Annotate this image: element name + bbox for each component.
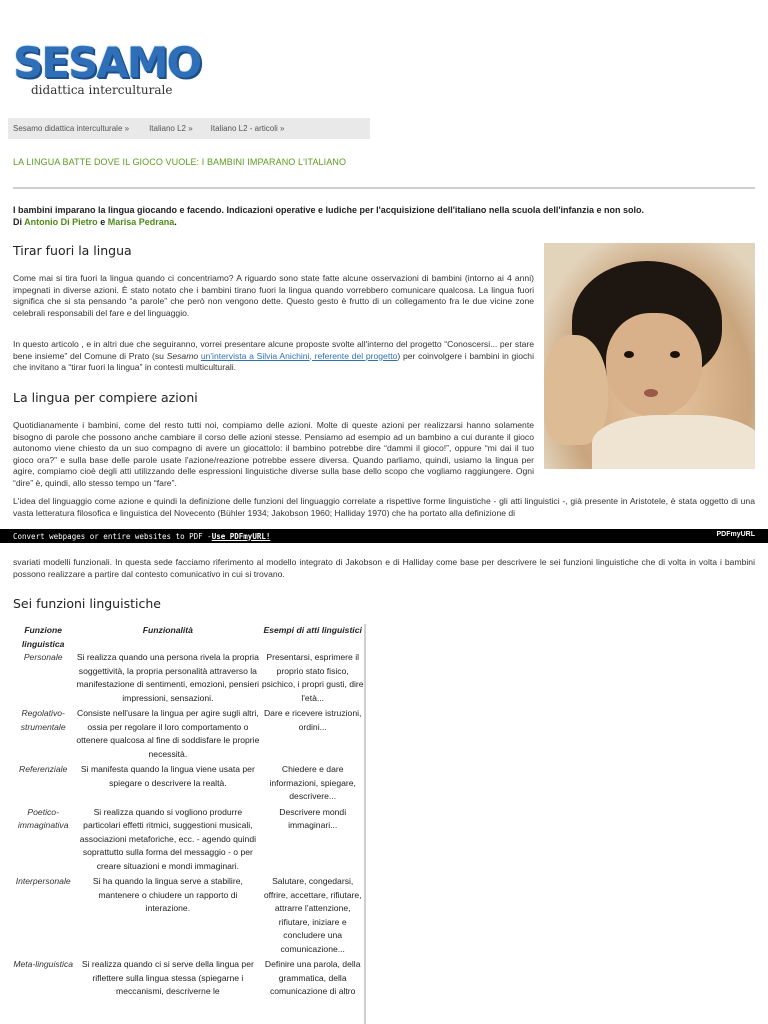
cell-funzione: Meta-linguistica: [13, 959, 74, 969]
breadcrumb-link-articoli[interactable]: Italiano L2 - articoli »: [210, 124, 285, 133]
table-row: [11, 806, 365, 876]
author-link-1[interactable]: Antonio Di Pietro: [24, 217, 98, 227]
breadcrumb-link-italiano-l2[interactable]: Italiano L2 »: [149, 124, 193, 133]
table-row: [11, 707, 365, 763]
title-divider: [13, 187, 755, 189]
col-header-funzione: Funzione linguistica: [21, 625, 65, 649]
pdfmyurl-logo[interactable]: PDFmyURL: [716, 531, 755, 538]
table-row: [11, 651, 365, 707]
table-header-row: [11, 624, 365, 651]
article-title: LA LINGUA BATTE DOVE IL GIOCO VUOLE: I BAMBINI IMPARANO L'ITALIANO: [13, 157, 347, 167]
cell-funzione: Poetico-immaginativa: [17, 806, 69, 830]
cell-funzionalita: Si manifesta quando la lingua viene usata per spiegare o descrivere la realtà.: [80, 764, 255, 788]
cell-esempi: Salutare, congedarsi, offrire, accettare, rifiutare, attrarre l'attenzione, rifiutare, iniziare e concludere una comunicazione...: [263, 876, 362, 954]
paragraph-s2-2: L'idea del linguaggio come azione e quindi la definizione delle funzioni del linguaggio correlate a rispettive forme linguistiche - gli atti linguistici -, già presente in Aristotele, è stata oggetto di una vasta letteratura filosofica e linguistica del Novecento (Bühler 1934; Jakobson 1960; Halliday 1970) che ha portato alla definizione di: [13, 496, 755, 518]
logo-wordmark: SESAMO: [13, 38, 201, 87]
cell-esempi: Definire una parola, della grammatica, della comunicazione di altro: [264, 959, 361, 996]
heading-sei-funzioni: Sei funzioni linguistiche: [13, 596, 161, 611]
author-prefix: Di: [13, 217, 22, 227]
col-header-esempi: Esempi di atti linguistici: [263, 625, 362, 635]
breadcrumb: [8, 118, 370, 139]
s1p2-emphasis: Sesamo: [166, 350, 199, 361]
cell-funzionalita: Si ha quando la lingua serve a stabilire, mantenere o chiudere un rapporto di interazione.: [92, 876, 243, 913]
cell-funzionalita: Si realizza quando una persona rivela la propria soggettività, la propria personalità attraverso la manifestazione di sentimenti, emozioni, pensieri impressioni, sensazioni.: [76, 652, 260, 703]
article-intro: [13, 204, 755, 228]
intro-text: I bambini imparano la lingua giocando e facendo. Indicazioni operative e ludiche per l'acquisizione dell'italiano nella scuola dell'infanzia e non solo.: [13, 205, 645, 215]
pdf-bar-text: Convert webpages or entire websites to PDF -: [13, 531, 212, 541]
child-photo: [544, 243, 755, 469]
cell-funzionalita: Si realizza quando ci si serve della lingua per riflettere sulla lingua stessa (spiegarne i meccanismi, descriverne le: [81, 959, 254, 996]
s1p2-text-a: In questo articolo , e in altri due che seguiranno, vorrei presentare alcune proposte svolte all'interno del progetto “Conoscersi... per stare bene insieme” del Comune di Prato (su: [13, 339, 534, 361]
paragraph-s1-1: Come mai si tira fuori la lingua quando ci concentriamo? A riguardo sono state fatte alcune osservazioni di bambini (intorno ai 4 anni) impegnati in diverse azioni. È stato notato che i bambini tirano fuori la lingua quando vorrebbero comunicare qualcosa. La lingua fuori significa che si sta pensando “a parole” che però non vengono dette. Questo gesto è frutto di un collegamento fra le due vicine zone celebrali responsabili del fare e del linguaggio.: [13, 273, 534, 318]
heading-lingua-azioni: La lingua per compiere azioni: [13, 390, 198, 405]
logo-tagline: didattica interculturale: [31, 83, 173, 97]
paragraph-s2-3: svariati modelli funzionali. In questa sede facciamo riferimento al modello integrato di Jakobson e di Halliday come base per descrivere le sei funzioni linguistiche che di volta in volta i bambini possono realizzare a partire dal contesto comunicativo in cui si trovano.: [13, 557, 755, 579]
author-link-2[interactable]: Marisa Pedrana: [107, 217, 175, 227]
cell-funzione: Interpersonale: [15, 876, 71, 886]
pdfmyurl-link[interactable]: Use PDFmyURL!: [211, 531, 271, 541]
cell-esempi: Descrivere mondi immaginari...: [279, 806, 347, 830]
col-header-funzionalita: Funzionalità: [142, 625, 193, 635]
author-suffix: .: [174, 217, 177, 227]
breadcrumb-link-home[interactable]: Sesamo didattica interculturale »: [13, 124, 130, 133]
pdf-convert-bar: [0, 529, 768, 543]
table-row: [11, 875, 365, 958]
heading-tirar-fuori: Tirar fuori la lingua: [13, 243, 132, 258]
paragraph-s2-1: Quotidianamente i bambini, come del resto tutti noi, compiamo delle azioni. Molte di queste azioni per realizzarsi hanno solamente bisogno di parole che possono anche cambiare il corso delle azioni stesse. Pensiamo ad esempio ad un bambino a cui durante il gioco autonomo viene chiesto da un suo compagno di avere un giocattolo: il bambino potrebbe dire “dammi il gioco!”, oppure “mi dai il tuo gioco ora?” e sulla base delle parole usate l'azione/reazione potrebbe essere diversa. Quando parliamo, quindi, usiamo la lingua per agire, compiamo cioè degli atti utilizzando delle espressioni linguistiche diverse sulla base dello scopo che vogliamo raggiungere. Ogni “dire” è, quindi, allo stesso tempo un “fare”.: [13, 420, 534, 488]
cell-funzionalita: Consiste nell'usare la lingua per agire sugli altri, ossia per regolare il loro comportamento o ottenere qualcosa al fine di soddisfare le proprie necessità.: [76, 708, 260, 759]
paragraph-s1-2: [13, 339, 534, 374]
cell-funzione: Personale: [23, 652, 63, 662]
cell-esempi: Chiedere e dare informazioni, spiegare, descrivere...: [269, 764, 356, 801]
interview-link[interactable]: un'intervista a Silvia Anichini, referente del progetto: [200, 350, 398, 361]
cell-esempi: Dare e ricevere istruzioni, ordini...: [263, 708, 362, 732]
functions-table: [11, 624, 365, 1001]
cell-esempi: Presentarsi, esprimere il proprio stato fisico, psichico, i propri gusti, dire l'età...: [261, 652, 364, 703]
s1p2-text-b: ) per coinvolgere i bambini in giochi che invitano a “tirar fuori la lingua” in contesti multiculturali.: [13, 350, 534, 373]
cell-funzione: Regolativo-strumentale: [20, 708, 66, 732]
sesamo-logo[interactable]: [13, 40, 213, 100]
table-right-border: [364, 624, 366, 1024]
author-joiner: e: [100, 217, 106, 227]
cell-funzionalita: Si realizza quando si vogliono produrre particolari effetti ritmici, suggestioni musicali, associazioni metaforiche, ecc. - agendo quindi soprattutto sulla forma del messaggio - o per creare situazioni e mondi immaginari.: [79, 806, 257, 871]
table-row: [11, 763, 365, 806]
cell-funzione: Referenziale: [19, 764, 68, 774]
table-row: [11, 958, 365, 1001]
